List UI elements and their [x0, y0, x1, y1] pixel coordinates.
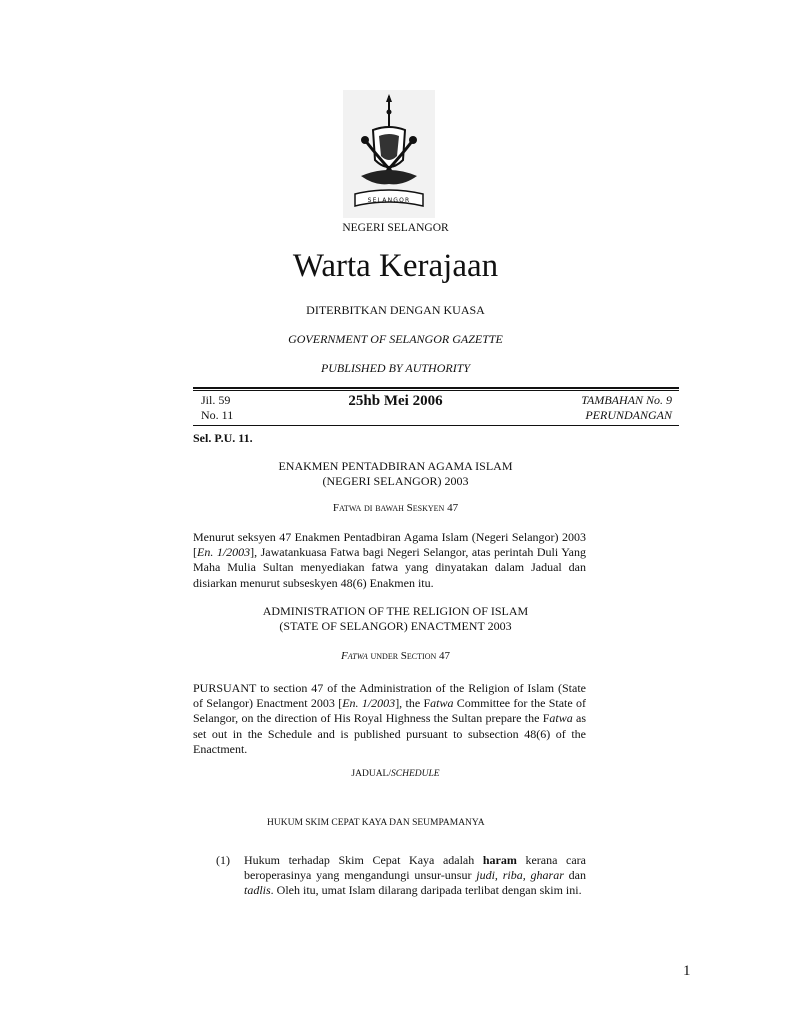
item-text-b: kerana cara beroperasinya yang mengandungi unsur-unsur — [244, 853, 586, 883]
english-para-fatwa-1: atwa — [430, 696, 454, 711]
malay-para-text-a: Menurut seksyen 47 Enakmen Pentadbiran Agama Islam (Negeri Selangor) 2003 [ — [193, 530, 586, 560]
item-haram: haram — [482, 853, 517, 867]
english-enactment-title — [0, 604, 791, 633]
crest-scroll-text: SELANGOR — [367, 197, 411, 204]
item-text — [244, 853, 586, 899]
subtitle-malay: DITERBITKAN DENGAN KUASA — [306, 303, 485, 317]
english-fatwa-word: Fatwa — [340, 650, 368, 662]
supplement-info — [581, 393, 672, 423]
rule-top-thin — [193, 390, 679, 391]
gazette-title: Warta Kerajaan — [292, 248, 499, 284]
malay-para-ref: En. 1/2003 — [197, 545, 251, 560]
rule-bottom — [193, 425, 679, 426]
schedule-jadual: JADUAL/ — [351, 769, 392, 779]
item-tadlis: tadlis — [244, 883, 271, 898]
english-enactment-line1: ADMINISTRATION OF THE RELIGION OF ISLAM — [262, 604, 529, 618]
subtitle-published: PUBLISHED BY AUTHORITY — [320, 361, 471, 375]
page-number: 1 — [683, 963, 691, 979]
item-number: (1) — [216, 853, 230, 867]
item-judi: judi, riba, gharar — [476, 868, 564, 883]
malay-enactment-line2: (NEGERI SELANGOR) 2003 — [322, 473, 469, 488]
english-fatwa-heading — [0, 650, 791, 662]
item-text-c: dan — [563, 868, 587, 883]
item-text-d: . Oleh itu, umat Islam dilarang daripada terlibat dengan skim ini. — [270, 883, 582, 898]
schedule-heading — [0, 769, 791, 779]
supplement-number: TAMBAHAN No. 9 — [581, 393, 672, 407]
volume-jil: Jil. 59 — [201, 393, 231, 407]
schedule-schedule: SCHEDULE — [391, 769, 440, 779]
english-para-text-a: PURSUANT to section 47 of the Administration of the Religion of Islam (State of Selangor) Enactment 2003 [ — [193, 681, 586, 711]
subtitle-english: GOVERNMENT OF SELANGOR GAZETTE — [288, 332, 503, 346]
state-name: NEGERI SELANGOR — [342, 222, 449, 234]
english-para-text-b: ], the F — [395, 696, 431, 711]
selangor-crest-icon — [343, 90, 435, 218]
item-text-a: Hukum terhadap Skim Cepat Kaya adalah — [244, 853, 483, 867]
english-para-text-d: as set out in the Schedule and is published pursuant to subsection 48(6) of the Enactment. — [193, 711, 586, 756]
english-fatwa-rest: under Section 47 — [367, 650, 451, 662]
english-para-fatwa-2: atwa — [549, 711, 573, 726]
supplement-type: PERUNDANGAN — [585, 408, 672, 422]
english-para-text-c: Committee for the State of Selangor, on the direction of His Royal Highness the Sultan prepare the F — [193, 696, 586, 726]
english-paragraph — [193, 681, 586, 757]
english-enactment-line2: (STATE OF SELANGOR) ENACTMENT 2003 — [279, 618, 512, 633]
issue-date: 25hb Mei 2006 — [348, 393, 443, 409]
schedule-title: HUKUM SKIM CEPAT KAYA DAN SEUMPAMANYA — [267, 818, 485, 828]
malay-para-text-b: ], Jawatankuasa Fatwa bagi Negeri Selangor, atas perintah Duli Yang Maha Mulia Sultan menyediakan fatwa yang dinyatakan dalam Jadual dan disiarkan menurut subseskyen 48(6) Enakmen itu. — [193, 545, 586, 590]
english-para-ref: En. 1/2003 — [342, 696, 396, 711]
malay-enactment-title — [0, 459, 791, 488]
rule-top — [193, 387, 679, 389]
volume-no: No. 11 — [201, 408, 234, 422]
sel-pu-number: Sel. P.U. 11. — [193, 431, 253, 445]
malay-paragraph — [193, 530, 586, 591]
malay-enactment-line1: ENAKMEN PENTADBIRAN AGAMA ISLAM — [278, 459, 513, 473]
malay-fatwa-heading: Fatwa di bawah Seskyen 47 — [332, 502, 459, 514]
